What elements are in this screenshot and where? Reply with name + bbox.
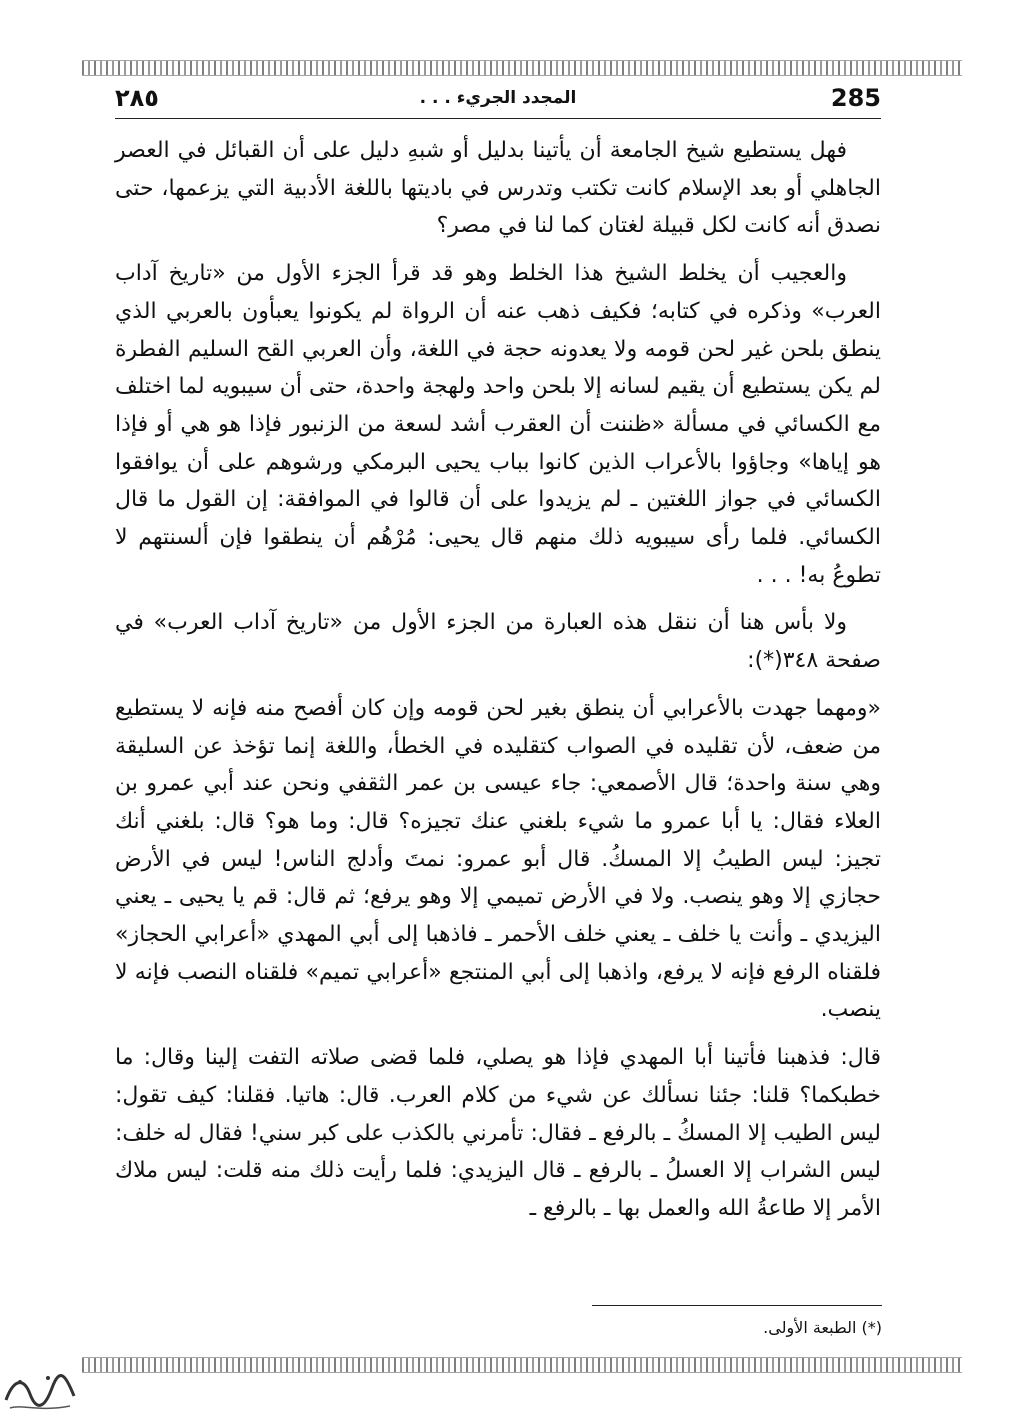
page-header [115, 84, 881, 120]
quoted-paragraph: قال: فذهبنا فأتينا أبا المهدي فإذا هو يصلي، فلما قضى صلاته التفت إلينا وقال: ما خطبكما؟ قلنا: جئنا نسألك عن شيء من كلام العرب. قال: هاتيا. فقلنا: كيف تقول: ليس الطيب إلا المسكُ ـ بالرفع ـ فقال: تأمرني بالكذب على كبر سني! فقال له خلف: ليس الشراب إلا العسلُ ـ بالرفع ـ قال اليزيدي: فلما رأيت ذلك منه قلت: ليس ملاك الأمر إلا طاعةُ الله والعمل بها ـ بالرفع ـ [115, 1045, 881, 1221]
paragraph: فهل يستطيع شيخ الجامعة أن يأتينا بدليل أو شبهِ دليل على أن القبائل في العصر الجاهلي أو بعد الإسلام كانت تكتب وتدرس في باديتها باللغة الأدبية التي يزعمها، حتى نصدق أنه كانت لكل قبيلة لغتان كما لنا في مصر؟ [115, 138, 881, 239]
body-text [115, 132, 881, 1228]
running-title: المجدد الجريء . . . [419, 88, 577, 108]
page-number-latin: 285 [830, 84, 881, 112]
footnote-rule [592, 1305, 882, 1306]
quoted-paragraph: «ومهما جهدت بالأعرابي أن ينطق بغير لحن قومه وإن كان أفصح منه فإنه لا يستطيع من ضعف، لأن تقليده في الصواب كتقليده في الخطأ، واللغة إنما تؤخذ عن السليقة وهي سنة واحدة؛ قال الأصمعي: جاء عيسى بن عمر الثقفي ونحن عند أبي عمرو بن العلاء فقال: يا أبا عمرو ما شيء بلغني عنك تجيزه؟ قال: وما هو؟ قال: بلغني أنك تجيز: ليس الطيبُ إلا المسكُ. قال أبو عمرو: نمتَ وأدلج الناس! ليس في الأرض حجازي إلا وهو ينصب. ولا في الأرض تميمي إلا وهو يرفع؛ ثم قال: قم يا يحيى ـ يعني اليزيدي ـ وأنت يا خلف ـ يعني خلف الأحمر ـ فاذهبا إلى أبي المهدي «أعرابي الحجاز» فلقناه الرفع فإنه لا يرفع، واذهبا إلى أبي المنتجع «أعرابي تميم» فلقناه النصب فإنه لا ينصب. [115, 695, 881, 1023]
paragraph: والعجيب أن يخلط الشيخ هذا الخلط وهو قد قرأ الجزء الأول من «تاريخ آداب العرب» وذكره في كتابه؛ فكيف ذهب عنه أن الرواة لم يكونوا يعبأون بالعربي الذي ينطق بلحن غير لحن قومه ولا يعدونه حجة في اللغة، وأن العربي القح السليم الفطرة لم يكن يستطيع أن يقيم لسانه إلا بلحن واحد ولهجة واحدة، حتى أن سيبويه لما اختلف مع الكسائي في مسألة «ظننت أن العقرب أشد لسعة من الزنبور فإذا هو هي أو فإذا هو إياها» وجاؤوا بالأعراب الذين كانوا بباب يحيى البرمكي ورشوهم على أن يوافقوا الكسائي في جواز اللغتين ـ لم يزيدوا على أن قالوا في الموافقة: إن القول ما قال الكسائي. فلما رأى سيبويه ذلك منهم قال يحيى: مُرْهُم أن ينطقوا فإن ألسنتهم لا تطوعُ به! . . . [115, 261, 881, 588]
header-rule [115, 118, 881, 119]
decorative-border-bottom [82, 1357, 962, 1373]
library-stamp-logo [0, 1360, 80, 1420]
paragraph: ولا بأس هنا أن ننقل هذه العبارة من الجزء الأول من «تاريخ آداب العرب» في صفحة ٣٤٨(*): [115, 610, 881, 674]
decorative-border-top [82, 60, 962, 76]
footnote: (*) الطبعة الأولى. [763, 1318, 882, 1337]
page-number-arabic: ٢٨٥ [115, 84, 159, 112]
